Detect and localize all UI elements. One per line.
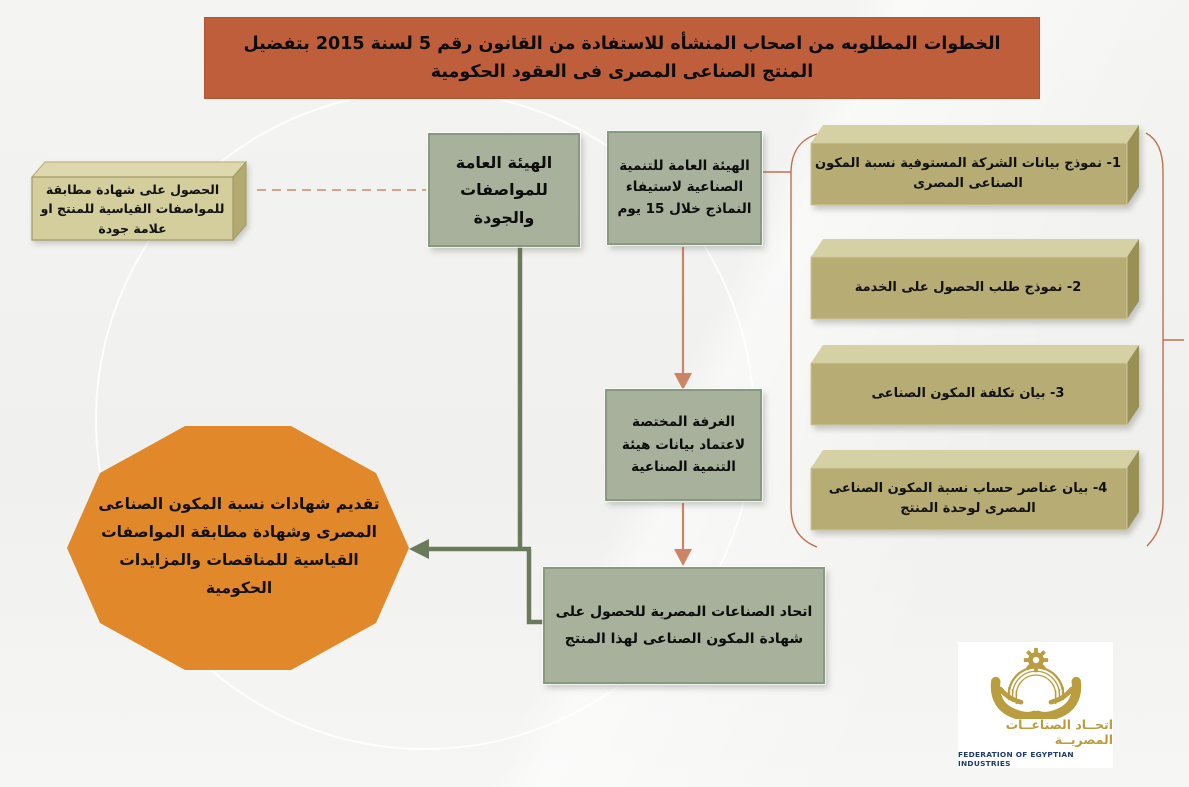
prerequisite-label: الحصول على شهادة مطابقة للمواصفات القياسية للمنتج او علامة جودة [40,181,225,236]
requirement-label-2: 2- نموذج طلب الحصول على الخدمة [854,279,1082,295]
hands-shape [995,682,1076,717]
bracket-right [1146,133,1163,546]
node-federation-label: اتحاد الصناعات المصرية للحصول على شهادة المكون الصناعى لهذا المنتج [555,603,813,647]
arrow-authority-to-chamber [674,247,692,390]
title-banner-text: الخطوات المطلوبه من اصحاب المنشأه للاستفادة من القانون رقم 5 لسنة 2015 بتفضيل المنتج الصناعى المصرى فى العقود الحكومية [243,34,1001,82]
arrow-chamber-to-federation [674,503,692,566]
node-development-authority-label: الهيئة العامة للتنمية الصناعية لاستيفاء النماذج خلال 15 يوم [617,157,752,217]
requirement-label-4: 4- بيان عناصر حساب نسبة المكون الصناعى المصرى لوحدة المنتج [828,480,1108,516]
arrow-to-outcome [409,247,543,622]
fei-logo-card [958,642,1113,768]
requirement-label-1: 1- نموذج بيانات الشركة المستوفية نسبة المكون الصناعى المصرى [815,155,1121,191]
fei-arabic-name: اتحــاد الصناعــات المصريــة [1005,717,1113,747]
node-chamber [605,389,762,501]
node-development-authority [607,131,762,245]
node-standards-authority-label: الهيئة العامة للمواصفات والجودة [455,153,553,227]
fei-emblem-icon [984,646,1088,719]
node-chamber-label: الغرفة المختصة لاعتماد بيانات هيئة التنمية الصناعية [621,413,746,476]
fei-english-name: FEDERATION OF EGYPTIAN INDUSTRIES [958,750,1074,768]
title-banner [204,17,1040,99]
requirement-label-3: 3- بيان تكلفة المكون الصناعى [871,385,1065,401]
outcome-label: تقديم شهادات نسبة المكون الصناعى المصرى وشهادة مطابقة المواصفات القياسية للمناقصات والمزايدات الحكومية [98,495,380,597]
node-federation [543,567,825,684]
node-standards-authority [428,133,580,247]
